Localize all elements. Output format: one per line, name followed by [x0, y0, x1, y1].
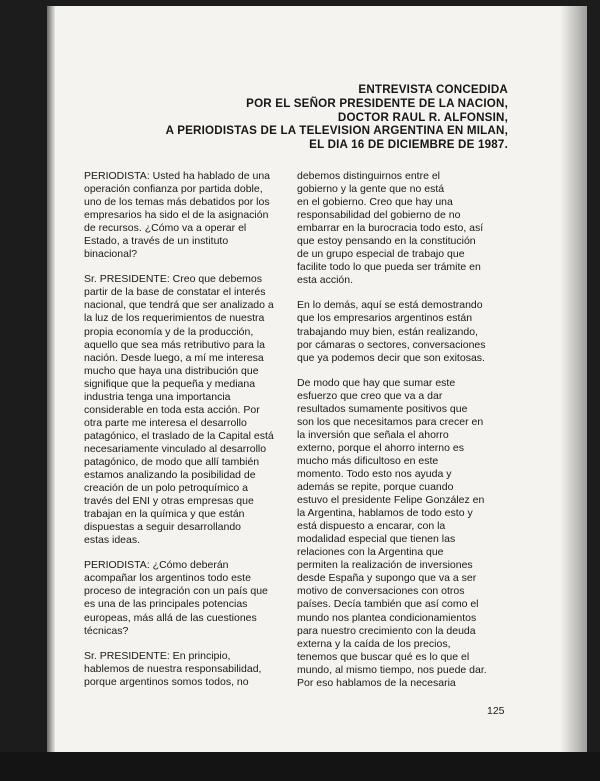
heading-line: ENTREVISTA CONCEDIDA [358, 83, 508, 96]
heading-line: DOCTOR RAUL R. ALFONSIN, [337, 110, 508, 124]
heading-line: POR EL SEÑOR PRESIDENTE DE LA NACION, [246, 96, 508, 110]
heading-line: EL DIA 16 DE DICIEMBRE DE 1987. [309, 138, 508, 152]
scan-bottom-border [0, 752, 600, 781]
right-text-column [297, 170, 507, 702]
heading-line: A PERIODISTAS DE LA TELEVISION ARGENTINA EN MILAN, [165, 124, 508, 138]
page-edge-shadow [560, 6, 587, 752]
paragraph-journalist-question-1: PERIODISTA: Usted ha hablado de una operación confianza por partida doble, uno de los temas más debatidos por los empresarios ha sido el de la asignación de recursos. ¿Cómo va a operar el Estado, a través de un instituto binacional? [84, 170, 270, 261]
paragraph: De modo que hay que sumar este esfuerzo que creo que va a dar resultados sumamente positivos que son los que necesitamos para crecer en la inversión que señala el ahorro externo, porque el ahorro interno es mucho más dificultoso en este momento. Todo esto nos ayuda y además se repite, porque cuando estuvo el presidente Felipe González en la Argentina, hablamos de todo esto y está dispuesto a encarar, con la modalidad especial que tienen las relaciones con la Argentina que permiten la realización de inversiones desde España y supongo que va a ser motivo de conversaciones con otros países. Decía también que así como el mundo nos plantea condicionamientos para nuestro crecimiento con la deuda externa y la caída de los precios, tenemos que buscar qué es lo que el mundo, al mismo tiempo, nos puede dar. Por eso hablamos de la necesaria [297, 376, 487, 689]
page-number: 125 [487, 705, 505, 717]
interview-heading [166, 83, 508, 152]
paragraph-continuation: debemos distinguirnos entre el gobierno y la gente que no está en el gobierno. Creo que hay una responsabilidad del gobierno de no embarrar en la burocracia todo esto, así que estoy pensando en la constitución de un grupo especial de trabajo que facilite todo lo que pueda ser trámite en esta acción. [297, 170, 484, 287]
binding-shadow [47, 6, 55, 752]
paragraph-president-answer-1: Sr. PRESIDENTE: Creo que debemos partir de la base de constatar el interés nacional, que tendrá que ser analizado a la luz de los requerimientos de nuestra propia economía y de la producción, aquello que sea más retributivo para la nación. Desde luego, a mí me interesa mucho que haya una distribución que signifique que la pequeña y mediana industria tenga una importancia considerable en toda esta acción. Por otra parte me interesa el desarrollo patagónico, el traslado de la Capital está necesariamente vinculado al desarrollo patagónico, de modo que allí también estamos analizando la posibilidad de creación de un polo petroquímico a través del ENI y otras empresas que trabajan en la química y que están dispuestas a seguir desarrollando estas ideas. [84, 273, 274, 547]
paragraph-journalist-question-2: PERIODISTA: ¿Cómo deberán acompañar los argentinos todo este proceso de integración con un país que es una de las principales potencias europeas, más allá de las cuestiones técnicas? [84, 559, 268, 637]
paragraph: En lo demás, aquí se está demostrando que los empresarios argentinos están trabajando muy bien, están realizando, por cámaras o sectores, conversaciones que ya podemos decir que son exitosas. [297, 299, 486, 364]
left-text-column [84, 170, 294, 701]
paragraph-president-answer-2: Sr. PRESIDENTE: En principio, hablemos de nuestra responsabilidad, porque argentinos somos todos, no [84, 649, 262, 688]
